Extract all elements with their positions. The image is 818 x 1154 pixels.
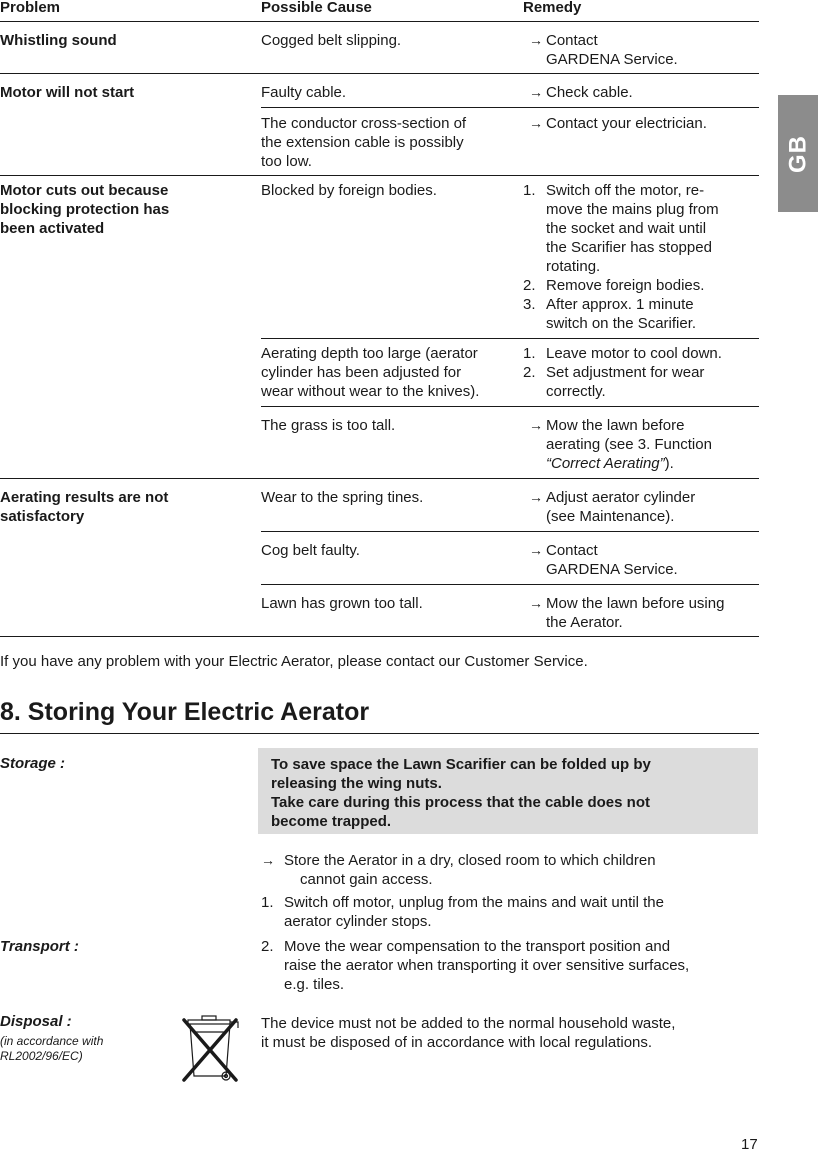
step-number: 1.	[523, 345, 536, 362]
remedy-electrician: Contact your electrician.	[546, 115, 707, 132]
step-number: 2.	[523, 277, 536, 294]
sub-row-rule	[261, 531, 759, 532]
row-rule	[0, 478, 759, 479]
disposal-text: The device must not be added to the normal household waste, it must be disposed of in accordance with local regulations.	[261, 1015, 676, 1051]
step-number: 3.	[523, 296, 536, 313]
arrow-icon: →	[529, 84, 543, 100]
cause-grass-tall: The grass is too tall.	[261, 417, 396, 434]
cause-lawn-too-tall: Lawn has grown too tall.	[261, 595, 423, 612]
problem-motor-cuts-out: Motor cuts out because blocking protection has been activated	[0, 182, 170, 237]
language-tab: GB	[778, 95, 818, 212]
header-cause: Possible Cause	[261, 0, 372, 16]
row-rule	[0, 175, 759, 176]
sub-row-rule	[261, 107, 759, 108]
arrow-icon: →	[529, 595, 543, 611]
remedy-mow-before-using: Mow the lawn before using the Aerator.	[546, 595, 725, 631]
remedy-cool-down: Leave motor to cool down. Set adjustment for wear correctly.	[546, 345, 722, 400]
remedy-adjust-cylinder: Adjust aerator cylinder (see Maintenance).	[546, 489, 696, 525]
page-number: 17	[741, 1136, 758, 1153]
header-problem: Problem	[0, 0, 61, 16]
transport-label: Transport :	[0, 938, 79, 955]
arrow-icon: →	[529, 417, 543, 433]
arrow-icon: →	[529, 542, 543, 558]
sub-row-rule	[261, 338, 759, 339]
remedy-mow-before-aerating: Mow the lawn before aerating (see 3. Function “Correct Aerating”).	[546, 417, 712, 472]
storage-box-text: To save space the Lawn Scarifier can be folded up by releasing the wing nuts. Take care during this process that the cable does not become trapped.	[271, 756, 651, 830]
header-remedy: Remedy	[523, 0, 582, 16]
remedy-contact-2: Contact GARDENA Service.	[546, 542, 678, 578]
problem-aerating-results: Aerating results are not satisfactory	[0, 489, 169, 525]
step-number: 2.	[261, 938, 274, 955]
remedy-contact-1: Contact GARDENA Service.	[546, 32, 678, 68]
row-rule	[0, 73, 759, 74]
table-header-rule	[0, 21, 759, 22]
disposal-label: Disposal :	[0, 1013, 72, 1030]
transport-step-2: Move the wear compensation to the transport position and raise the aerator when transporting it over sensitive surfaces, e.g. tiles.	[284, 938, 690, 993]
storage-label: Storage :	[0, 755, 66, 772]
problem-motor-not-start: Motor will not start	[0, 84, 135, 101]
storage-instruction: Store the Aerator in a dry, closed room to which children cannot gain access.	[284, 852, 656, 888]
cause-spring-tines: Wear to the spring tines.	[261, 489, 424, 506]
step-number: 1.	[261, 894, 274, 911]
cause-cog-belt: Cog belt faulty.	[261, 542, 360, 559]
step-number: 2.	[523, 364, 536, 381]
problem-whistling: Whistling sound	[0, 32, 117, 49]
arrow-icon: →	[529, 115, 543, 131]
cause-aerating-depth: Aerating depth too large (aerator cylinder has been adjusted for wear without wear to the knives).	[261, 345, 480, 400]
step-number: 1.	[523, 182, 536, 199]
sub-row-rule	[261, 584, 759, 585]
storage-step-1: Switch off motor, unplug from the mains and wait until the aerator cylinder stops.	[284, 894, 664, 930]
disposal-regulation: (in accordance with RL2002/96/EC)	[0, 1034, 104, 1063]
cause-foreign-bodies: Blocked by foreign bodies.	[261, 182, 437, 199]
contact-note: If you have any problem with your Electric Aerator, please contact our Customer Service.	[0, 653, 588, 670]
cause-faulty-cable: Faulty cable.	[261, 84, 347, 101]
cause-belt-slipping: Cogged belt slipping.	[261, 32, 402, 49]
section-rule	[0, 733, 759, 734]
arrow-icon: →	[529, 489, 543, 505]
arrow-icon: →	[261, 852, 275, 868]
table-bottom-rule	[0, 636, 759, 637]
arrow-icon: →	[529, 32, 543, 48]
crossed-out-bin-icon	[180, 1014, 244, 1084]
sub-row-rule	[261, 406, 759, 407]
remedy-foreign-bodies: Switch off the motor, re- move the mains plug from the socket and wait until the Scarifier has stopped rotating. Remove foreign bodies. After approx. 1 minute switch on the Scarifier.	[546, 182, 719, 332]
remedy-check-cable: Check cable.	[546, 84, 633, 101]
cause-conductor: The conductor cross-section of the extension cable is possibly too low.	[261, 115, 467, 170]
section-title: 8. Storing Your Electric Aerator	[0, 698, 370, 726]
